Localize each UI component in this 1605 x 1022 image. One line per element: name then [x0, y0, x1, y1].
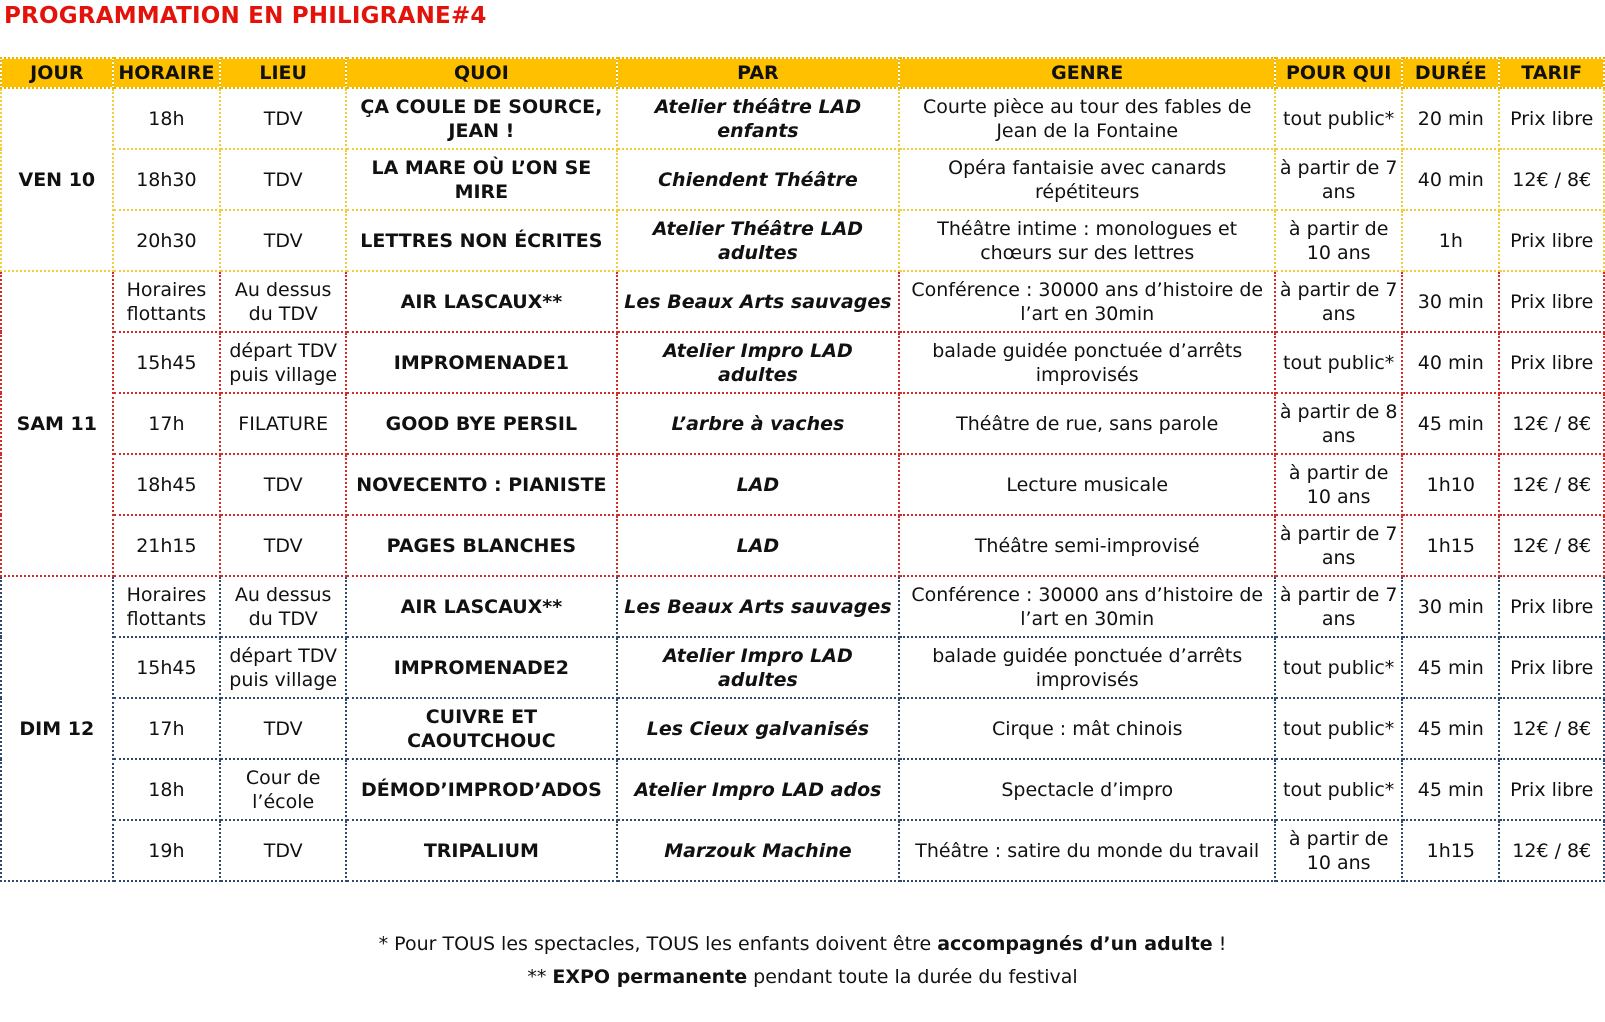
pour-qui-cell: tout public* [1275, 332, 1402, 393]
pour-qui-cell: à partir de 8 ans [1275, 393, 1402, 454]
par-cell: Atelier Impro LAD adultes [617, 332, 900, 393]
tarif-cell: 12€ / 8€ [1499, 515, 1604, 576]
col-genre-header: GENRE [899, 58, 1275, 88]
lieu-cell: départ TDV puis village [220, 332, 346, 393]
par-cell: Les Cieux galvanisés [617, 698, 900, 759]
duree-cell: 45 min [1402, 393, 1499, 454]
genre-cell: Conférence : 30000 ans d’histoire de l’art en 30min [899, 576, 1275, 637]
horaire-cell: 18h30 [113, 149, 221, 210]
quoi-cell: TRIPALIUM [346, 820, 616, 881]
genre-cell: Cirque : mât chinois [899, 698, 1275, 759]
genre-cell: Conférence : 30000 ans d’histoire de l’art en 30min [899, 271, 1275, 332]
table-row [1, 698, 1604, 759]
lieu-cell: TDV [220, 454, 346, 515]
horaire-cell: 18h [113, 88, 221, 149]
tarif-cell: Prix libre [1499, 759, 1604, 820]
lieu-cell: TDV [220, 149, 346, 210]
table-row [1, 210, 1604, 271]
par-cell: Atelier Théâtre LAD adultes [617, 210, 900, 271]
page-title: PROGRAMMATION EN PHILIGRANE#4 [4, 3, 487, 29]
pour-qui-cell: à partir de 7 ans [1275, 271, 1402, 332]
duree-cell: 40 min [1402, 332, 1499, 393]
genre-cell: Théâtre semi-improvisé [899, 515, 1275, 576]
lieu-cell: TDV [220, 698, 346, 759]
genre-cell: Courte pièce au tour des fables de Jean de la Fontaine [899, 88, 1275, 149]
pour-qui-cell: à partir de 7 ans [1275, 515, 1402, 576]
footnote-1-end: ! [1212, 933, 1227, 955]
pour-qui-cell: à partir de 7 ans [1275, 576, 1402, 637]
quoi-cell: GOOD BYE PERSIL [346, 393, 616, 454]
lieu-cell: TDV [220, 88, 346, 149]
footnote-1-text: * Pour TOUS les spectacles, TOUS les enfants doivent être [378, 933, 938, 955]
pour-qui-cell: à partir de 10 ans [1275, 210, 1402, 271]
duree-cell: 45 min [1402, 698, 1499, 759]
table-row [1, 637, 1604, 698]
duree-cell: 30 min [1402, 271, 1499, 332]
duree-cell: 1h15 [1402, 820, 1499, 881]
quoi-cell: LETTRES NON ÉCRITES [346, 210, 616, 271]
header-row [1, 58, 1604, 88]
tarif-cell: 12€ / 8€ [1499, 698, 1604, 759]
par-cell: Chiendent Théâtre [617, 149, 900, 210]
lieu-cell: TDV [220, 515, 346, 576]
day-cell: DIM 12 [1, 576, 113, 881]
col-lieu-header: LIEU [220, 58, 346, 88]
duree-cell: 20 min [1402, 88, 1499, 149]
par-cell: L’arbre à vaches [617, 393, 900, 454]
col-duree-header: DURÉE [1402, 58, 1499, 88]
lieu-cell: Au dessus du TDV [220, 271, 346, 332]
col-horaire-header: HORAIRE [113, 58, 221, 88]
col-par-header: PAR [617, 58, 900, 88]
lieu-cell: FILATURE [220, 393, 346, 454]
pour-qui-cell: tout public* [1275, 698, 1402, 759]
genre-cell: Théâtre de rue, sans parole [899, 393, 1275, 454]
genre-cell: Opéra fantaisie avec canards répétiteurs [899, 149, 1275, 210]
table-row [1, 393, 1604, 454]
par-cell: Atelier théâtre LAD enfants [617, 88, 900, 149]
tarif-cell: Prix libre [1499, 210, 1604, 271]
quoi-cell: IMPROMENADE1 [346, 332, 616, 393]
footnote-2-end: pendant toute la durée du festival [747, 966, 1078, 988]
horaire-cell: 18h45 [113, 454, 221, 515]
program-body [1, 88, 1604, 881]
table-row [1, 515, 1604, 576]
genre-cell: balade guidée ponctuée d’arrêts improvisés [899, 637, 1275, 698]
table-row [1, 576, 1604, 637]
duree-cell: 1h [1402, 210, 1499, 271]
pour-qui-cell: à partir de 10 ans [1275, 454, 1402, 515]
pour-qui-cell: tout public* [1275, 637, 1402, 698]
tarif-cell: 12€ / 8€ [1499, 820, 1604, 881]
table-row [1, 271, 1604, 332]
duree-cell: 45 min [1402, 637, 1499, 698]
lieu-cell: Au dessus du TDV [220, 576, 346, 637]
horaire-cell: 18h [113, 759, 221, 820]
col-jour-header: JOUR [1, 58, 113, 88]
horaire-cell: 21h15 [113, 515, 221, 576]
col-quoi-header: QUOI [346, 58, 616, 88]
horaire-cell: 15h45 [113, 637, 221, 698]
quoi-cell: DÉMOD’IMPROD’ADOS [346, 759, 616, 820]
horaire-cell: 15h45 [113, 332, 221, 393]
table-row [1, 149, 1604, 210]
program-table [0, 57, 1605, 882]
footnote-1-bold: accompagnés d’un adulte [937, 933, 1213, 955]
table-row [1, 88, 1604, 149]
pour-qui-cell: tout public* [1275, 88, 1402, 149]
genre-cell: Théâtre intime : monologues et chœurs sur des lettres [899, 210, 1275, 271]
quoi-cell: AIR LASCAUX** [346, 271, 616, 332]
tarif-cell: Prix libre [1499, 576, 1604, 637]
duree-cell: 40 min [1402, 149, 1499, 210]
tarif-cell: 12€ / 8€ [1499, 454, 1604, 515]
quoi-cell: LA MARE OÙ L’ON SE MIRE [346, 149, 616, 210]
par-cell: Les Beaux Arts sauvages [617, 576, 900, 637]
footnote-2-bold: EXPO permanente [552, 966, 748, 988]
genre-cell: Lecture musicale [899, 454, 1275, 515]
table-row [1, 454, 1604, 515]
par-cell: LAD [617, 515, 900, 576]
footnote-accompaniment [0, 933, 1605, 955]
lieu-cell: départ TDV puis village [220, 637, 346, 698]
table-row [1, 820, 1604, 881]
quoi-cell: CUIVRE ET CAOUTCHOUC [346, 698, 616, 759]
horaire-cell: 17h [113, 393, 221, 454]
quoi-cell: ÇA COULE DE SOURCE, JEAN ! [346, 88, 616, 149]
table-row [1, 332, 1604, 393]
horaire-cell: Horaires flottants [113, 271, 221, 332]
duree-cell: 1h10 [1402, 454, 1499, 515]
par-cell: Atelier Impro LAD adultes [617, 637, 900, 698]
col-tarif-header: TARIF [1499, 58, 1604, 88]
duree-cell: 30 min [1402, 576, 1499, 637]
tarif-cell: Prix libre [1499, 332, 1604, 393]
quoi-cell: PAGES BLANCHES [346, 515, 616, 576]
table-row [1, 759, 1604, 820]
day-cell: SAM 11 [1, 271, 113, 576]
tarif-cell: 12€ / 8€ [1499, 393, 1604, 454]
pour-qui-cell: tout public* [1275, 759, 1402, 820]
quoi-cell: NOVECENTO : PIANISTE [346, 454, 616, 515]
pour-qui-cell: à partir de 7 ans [1275, 149, 1402, 210]
lieu-cell: TDV [220, 820, 346, 881]
day-cell: VEN 10 [1, 88, 113, 271]
par-cell: Atelier Impro LAD ados [617, 759, 900, 820]
horaire-cell: 19h [113, 820, 221, 881]
footnote-expo [0, 966, 1605, 988]
duree-cell: 1h15 [1402, 515, 1499, 576]
horaire-cell: 20h30 [113, 210, 221, 271]
duree-cell: 45 min [1402, 759, 1499, 820]
genre-cell: Spectacle d’impro [899, 759, 1275, 820]
lieu-cell: TDV [220, 210, 346, 271]
par-cell: Les Beaux Arts sauvages [617, 271, 900, 332]
col-pour-qui-header: POUR QUI [1275, 58, 1402, 88]
footnote-2-text: ** [527, 966, 553, 988]
horaire-cell: Horaires flottants [113, 576, 221, 637]
tarif-cell: Prix libre [1499, 637, 1604, 698]
tarif-cell: 12€ / 8€ [1499, 149, 1604, 210]
par-cell: LAD [617, 454, 900, 515]
tarif-cell: Prix libre [1499, 271, 1604, 332]
horaire-cell: 17h [113, 698, 221, 759]
genre-cell: balade guidée ponctuée d’arrêts improvisés [899, 332, 1275, 393]
genre-cell: Théâtre : satire du monde du travail [899, 820, 1275, 881]
quoi-cell: AIR LASCAUX** [346, 576, 616, 637]
quoi-cell: IMPROMENADE2 [346, 637, 616, 698]
par-cell: Marzouk Machine [617, 820, 900, 881]
pour-qui-cell: à partir de 10 ans [1275, 820, 1402, 881]
tarif-cell: Prix libre [1499, 88, 1604, 149]
lieu-cell: Cour de l’école [220, 759, 346, 820]
